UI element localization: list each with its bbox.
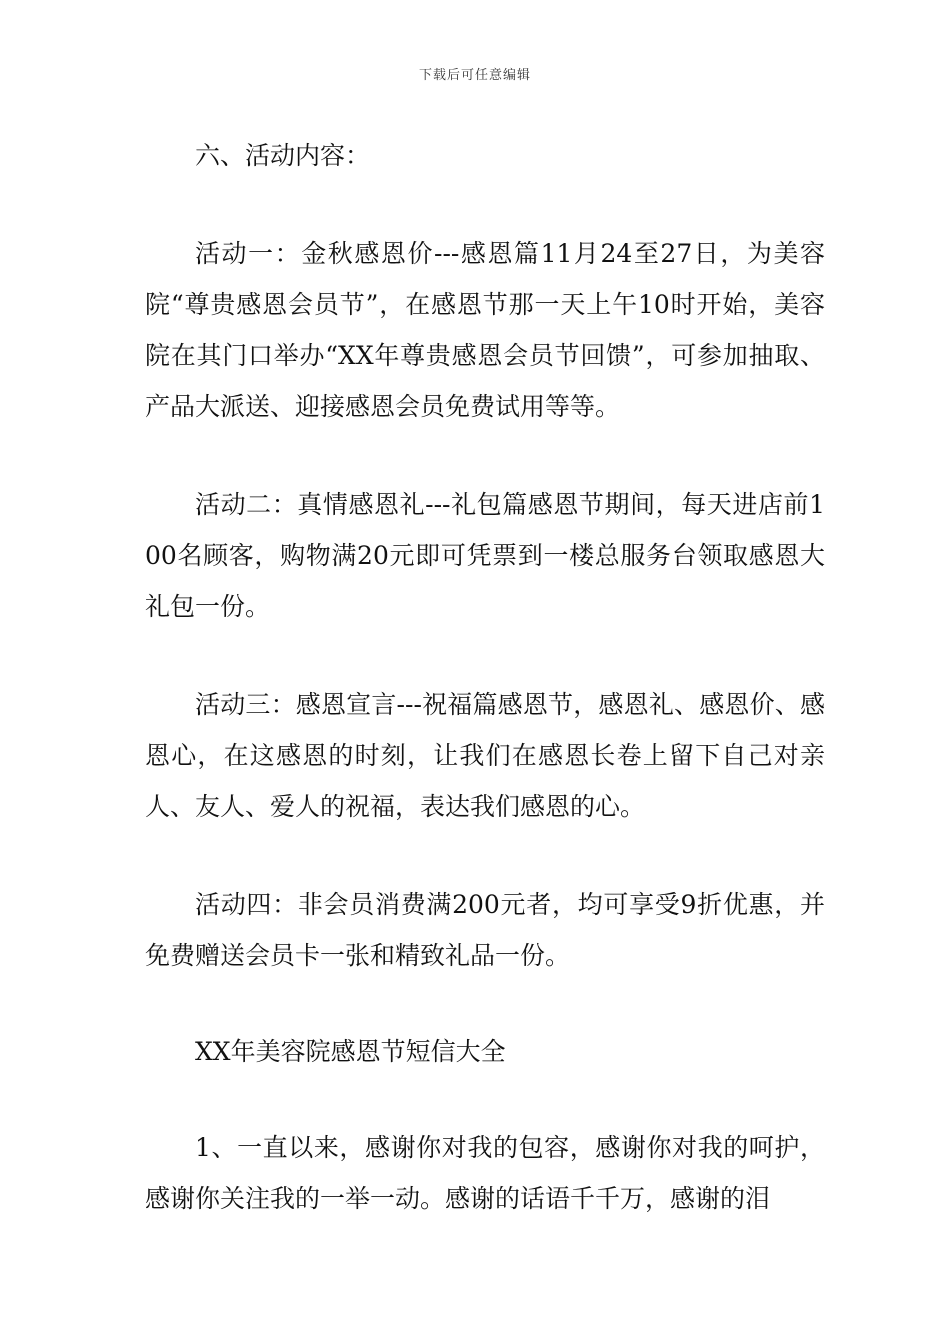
activity-2-paragraph: 活动二：真情感恩礼---礼包篇感恩节期间，每天进店前100名顾客，购物满20元即可凭票到一楼总服务台领取感恩大礼包一份。 — [145, 490, 825, 621]
document-body — [145, 130, 825, 1224]
activity-1-paragraph: 活动一：金秋感恩价---感恩篇11月24至27日，为美容院“尊贵感恩会员节”，在感恩节那一天上午10时开始，美容院在其门口举办“XX年尊贵感恩会员节回馈”，可参加抽取、产品大派送、迎接感恩会员免费试用等等。 — [145, 239, 825, 421]
section-heading: 六、活动内容： — [195, 141, 371, 170]
activity-4-paragraph: 活动四：非会员消费满200元者，均可享受9折优惠，并免费赠送会员卡一张和精致礼品一份。 — [145, 890, 825, 970]
activity-3-paragraph: 活动三：感恩宣言---祝福篇感恩节，感恩礼、感恩价、感恩心，在这感恩的时刻，让我们在感恩长卷上留下自己对亲人、友人、爱人的祝福，表达我们感恩的心。 — [145, 690, 825, 821]
sms-item-1-paragraph: 1、一直以来，感谢你对我的包容，感谢你对我的呵护，感谢你关注我的一举一动。感谢的话语千千万，感谢的泪 — [145, 1133, 825, 1213]
page-header-note: 下载后可任意编辑 — [418, 68, 531, 83]
sms-section-title: XX年美容院感恩节短信大全 — [195, 1037, 506, 1066]
